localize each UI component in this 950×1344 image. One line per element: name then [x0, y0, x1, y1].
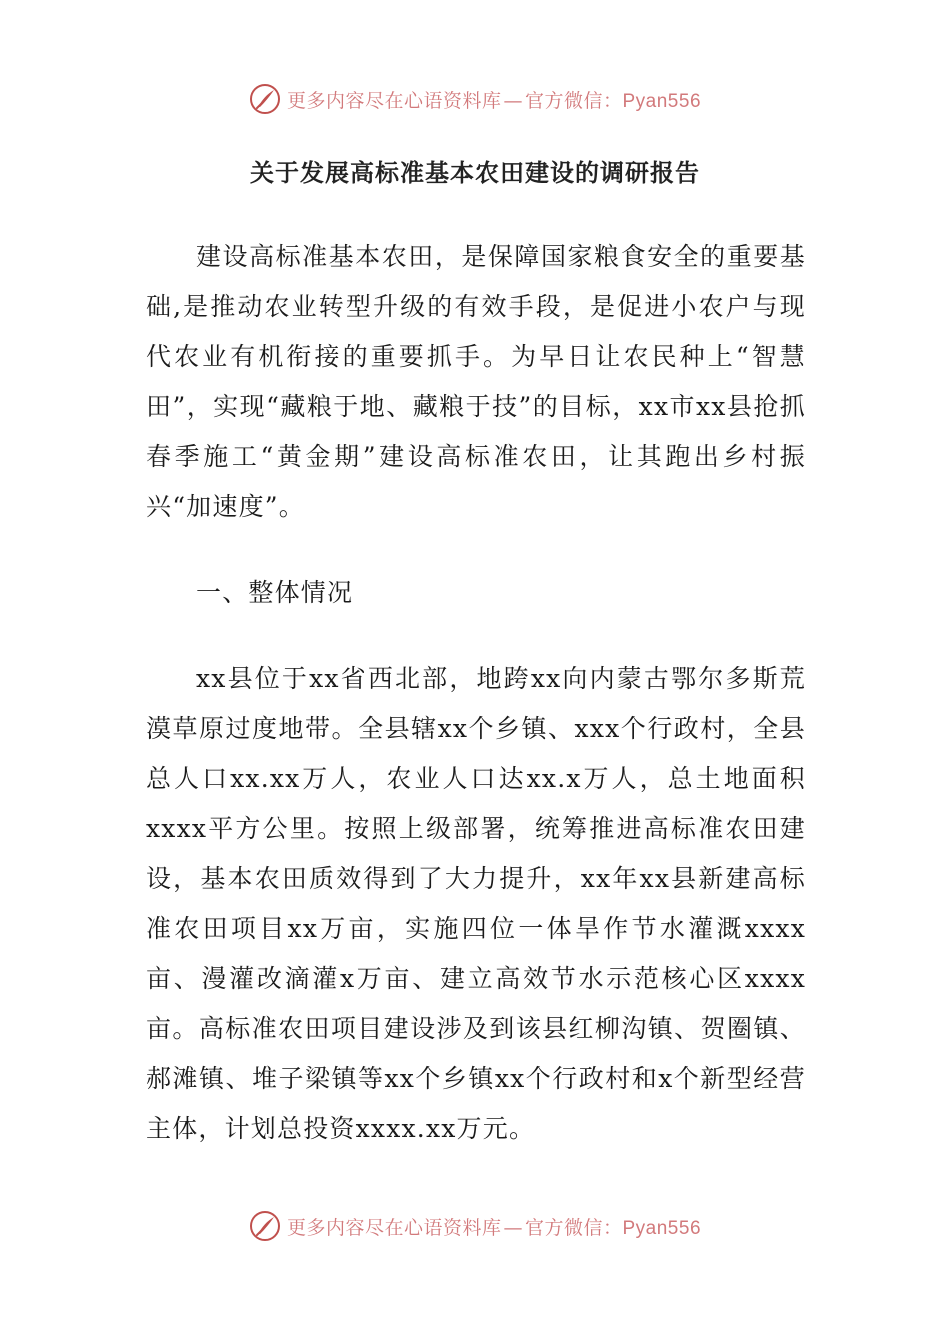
watermark-id: Pyan556	[622, 90, 702, 112]
quill-pen-logo-icon	[249, 1210, 281, 1242]
quill-pen-logo-icon	[249, 83, 281, 115]
watermark-label: 官方微信：	[524, 1216, 623, 1239]
document-body	[146, 232, 806, 1154]
document-title: 关于发展高标准基本农田建设的调研报告	[250, 158, 700, 187]
watermark-main: 更多内容尽在心语资料库	[286, 89, 502, 112]
watermark-text	[287, 1213, 701, 1240]
watermark-main: 更多内容尽在心语资料库	[286, 1216, 502, 1239]
watermark-dash: —	[503, 89, 523, 112]
header-watermark	[0, 83, 950, 115]
section-paragraph: xx县位于xx省西北部，地跨xx向内蒙古鄂尔多斯荒漠草原过度地带。全县辖xx个乡镇、xxx个行政村，全县总人口xx.xx万人，农业人口达xx.x万人，总土地面积xxxx平方公里。按照上级部署，统筹推进高标准农田建设，基本农田质效得到了大力提升，xx年xx县新建高标准农田项目xx万亩，实施四位一体旱作节水灌溉xxxx亩、漫灌改滴灌x万亩、建立高效节水示范核心区xxxx亩。高标准农田项目建设涉及到该县红柳沟镇、贺圈镇、郝滩镇、堆子梁镇等xx个乡镇xx个行政村和x个新型经营主体，计划总投资xxxx.xx万元。	[146, 664, 806, 1143]
watermark-label: 官方微信：	[524, 89, 623, 112]
watermark-text	[287, 86, 701, 113]
intro-paragraph: 建设高标准基本农田，是保障国家粮食安全的重要基础,是推动农业转型升级的有效手段，是促进小农户与现代农业有机衔接的重要抓手。为早日让农民种上“智慧田”，实现“藏粮于地、藏粮于技”的目标，xx市xx县抢抓春季施工“黄金期”建设高标准农田，让其跑出乡村振兴“加速度”。	[146, 242, 806, 521]
footer-watermark	[0, 1210, 950, 1242]
section-heading: 一、整体情况	[196, 578, 354, 607]
watermark-dash: —	[503, 1216, 523, 1239]
watermark-id: Pyan556	[622, 1217, 702, 1239]
